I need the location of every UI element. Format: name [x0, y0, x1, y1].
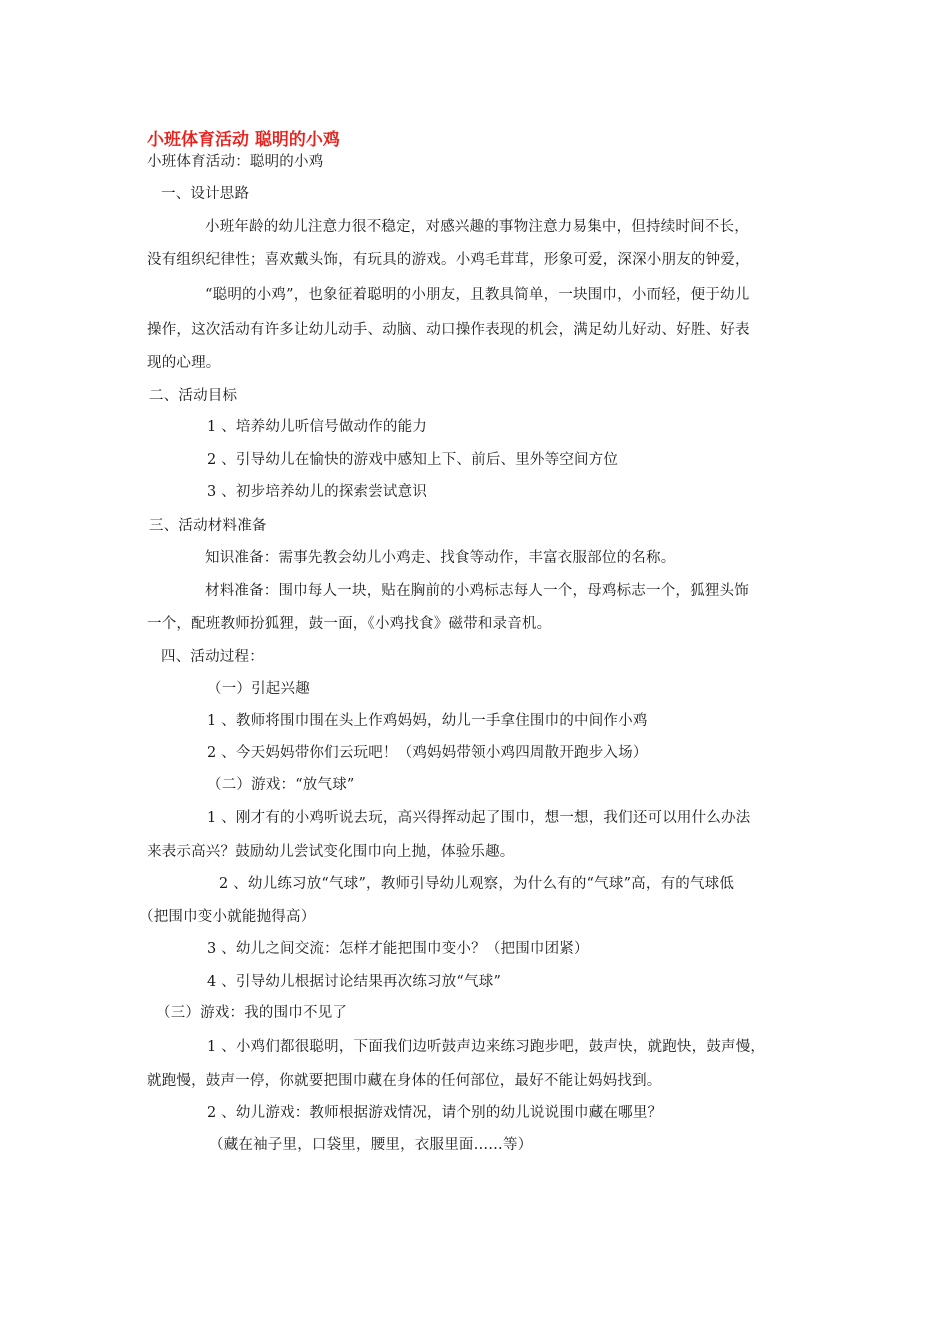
list-item: 2 、幼儿练习放“气球”，教师引导幼儿观察，为什么有的“气球”高，有的气球低 — [219, 876, 735, 892]
section-heading: 一、设计思路 — [161, 186, 250, 202]
paragraph-line: （藏在袖子里，口袋里，腰里，衣服里面……等） — [209, 1137, 533, 1153]
list-item: 1 、刚才有的小鸡听说去玩，高兴得挥动起了围巾，想一想，我们还可以用什么办法 — [207, 810, 751, 826]
paragraph-line: 知识准备：需事先教会幼儿小鸡走、找食等动作，丰富衣服部位的名称。 — [205, 550, 676, 566]
section-heading: 四、活动过程： — [161, 649, 264, 665]
subsection-heading: （二）游戏：“放气球” — [207, 777, 355, 793]
paragraph-line: 没有组织纪律性；喜欢戴头饰，有玩具的游戏。小鸡毛茸茸，形象可爱，深深小朋友的钟爱， — [147, 252, 750, 268]
list-item: 3 、初步培养幼儿的探索尝试意识 — [207, 484, 428, 500]
list-item: 2 、今天妈妈带你们云玩吧！（鸡妈妈带领小鸡四周散开跑步入场） — [207, 745, 648, 761]
list-item: 1 、培养幼儿听信号做动作的能力 — [207, 419, 428, 435]
section-heading: 三、活动材料准备 — [149, 518, 267, 534]
paragraph-line: “聪明的小鸡”，也象征着聪明的小朋友，且教具简单，一块围巾，小而轻，便于幼儿 — [205, 287, 750, 303]
document-title: 小班体育活动 聪明的小鸡 — [147, 130, 340, 150]
subtitle-line: 小班体育活动：聪明的小鸡 — [147, 154, 324, 170]
list-item: 3 、幼儿之间交流：怎样才能把围巾变小？（把围巾团紧） — [207, 941, 589, 957]
list-item: 4 、引导幼儿根据讨论结果再次练习放“气球” — [207, 974, 502, 990]
paragraph-line: 小班年龄的幼儿注意力很不稳定，对感兴趣的事物注意力易集中，但持续时间不长， — [205, 219, 749, 235]
paragraph-line: 一个，配班教师扮狐狸，鼓一面，《小鸡找食》磁带和录音机。 — [147, 616, 552, 632]
paragraph-line: 操作，这次活动有许多让幼儿动手、动脑、动口操作表现的机会，满足幼儿好动、好胜、好表 — [147, 322, 750, 338]
paragraph-line: 现的心理。 — [147, 355, 221, 371]
list-item: 2 、幼儿游戏：教师根据游戏情况，请个别的幼儿说说围巾藏在哪里？ — [207, 1105, 663, 1121]
list-item: 1 、小鸡们都很聪明，下面我们边听鼓声边来练习跑步吧，鼓声快，就跑快，鼓声慢， — [207, 1039, 766, 1055]
subsection-heading: （三）游戏：我的围巾不见了 — [156, 1005, 348, 1021]
paragraph-line: 来表示高兴？鼓励幼儿尝试变化围巾向上抛，体验乐趣。 — [147, 844, 515, 860]
section-heading: 二、活动目标 — [149, 388, 238, 404]
paragraph-line: 材料准备：围巾每人一块，贴在胸前的小鸡标志每人一个，母鸡标志一个，狐狸头饰 — [205, 583, 749, 599]
paragraph-line: （把围巾变小就能抛得高） — [139, 909, 316, 925]
list-item: 1 、教师将围巾围在头上作鸡妈妈，幼儿一手拿住围巾的中间作小鸡 — [207, 713, 648, 729]
paragraph-line: 就跑慢，鼓声一停，你就要把围巾藏在身体的任何部位，最好不能让妈妈找到。 — [147, 1073, 662, 1089]
list-item: 2 、引导幼儿在愉快的游戏中感知上下、前后、里外等空间方位 — [207, 452, 619, 468]
subsection-heading: （一）引起兴趣 — [207, 681, 310, 697]
